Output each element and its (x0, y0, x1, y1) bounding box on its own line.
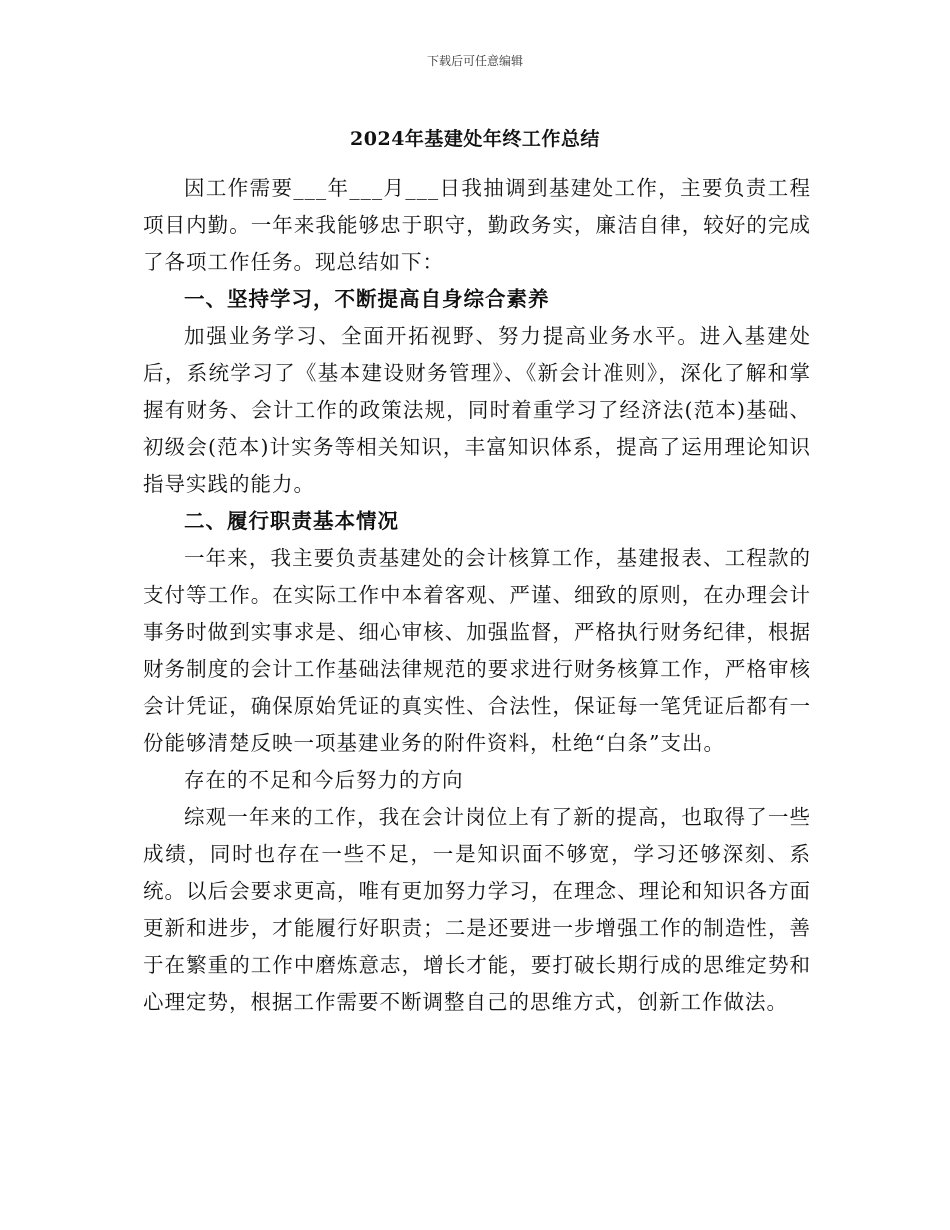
header-note: 下载后可任意编辑 (426, 54, 523, 68)
document-title: 2024年基建处年终工作总结 (350, 128, 600, 150)
shortcomings-paragraph: 综观一年来的工作，我在会计岗位上有了新的提高，也取得了一些成绩，同时也存在一些不足，一是知识面不够宽，学习还够深刻、系统。以后会要求更高，唯有更加努力学习，在理念、理论和知识各方面更新和进步，才能履行好职责；二是还要进一步增强工作的制造性，善于在繁重的工作中磨炼意志，增长才能，要打破长期行成的思维定势和心理定势，根据工作需要不断调整自己的思维方式，创新工作做法。 (143, 805, 811, 1014)
section-heading-duties: 二、履行职责基本情况 (184, 509, 399, 533)
learning-paragraph: 加强业务学习、全面开拓视野、努力提高业务水平。进入基建处后，系统学习了《基本建设财务管理》、《新会计准则》，深化了解和掌握有财务、会计工作的政策法规，同时着重学习了经济法(范本)基础、初级会(范本)计实务等相关知识，丰富知识体系，提高了运用理论知识指导实践的能力。 (143, 324, 811, 496)
intro-paragraph: 因工作需要___年___月___日我抽调到基建处工作，主要负责工程项目内勤。一年来我能够忠于职守，勤政务实，廉洁自律，较好的完成了各项工作任务。现总结如下： (143, 176, 811, 274)
section-heading-shortcomings: 存在的不足和今后努力的方向 (184, 768, 464, 792)
section-heading-learning: 一、坚持学习，不断提高自身综合素养 (184, 287, 550, 311)
duties-paragraph: 一年来，我主要负责基建处的会计核算工作，基建报表、工程款的支付等工作。在实际工作中本着客观、严谨、细致的原则，在办理会计事务时做到实事求是、细心审核、加强监督，严格执行财务纪律，根据财务制度的会计工作基础法律规范的要求进行财务核算工作，严格审核会计凭证，确保原始凭证的真实性、合法性，保证每一笔凭证后都有一份能够清楚反映一项基建业务的附件资料，杜绝“白条”支出。 (143, 546, 811, 755)
document-body (143, 170, 811, 1021)
